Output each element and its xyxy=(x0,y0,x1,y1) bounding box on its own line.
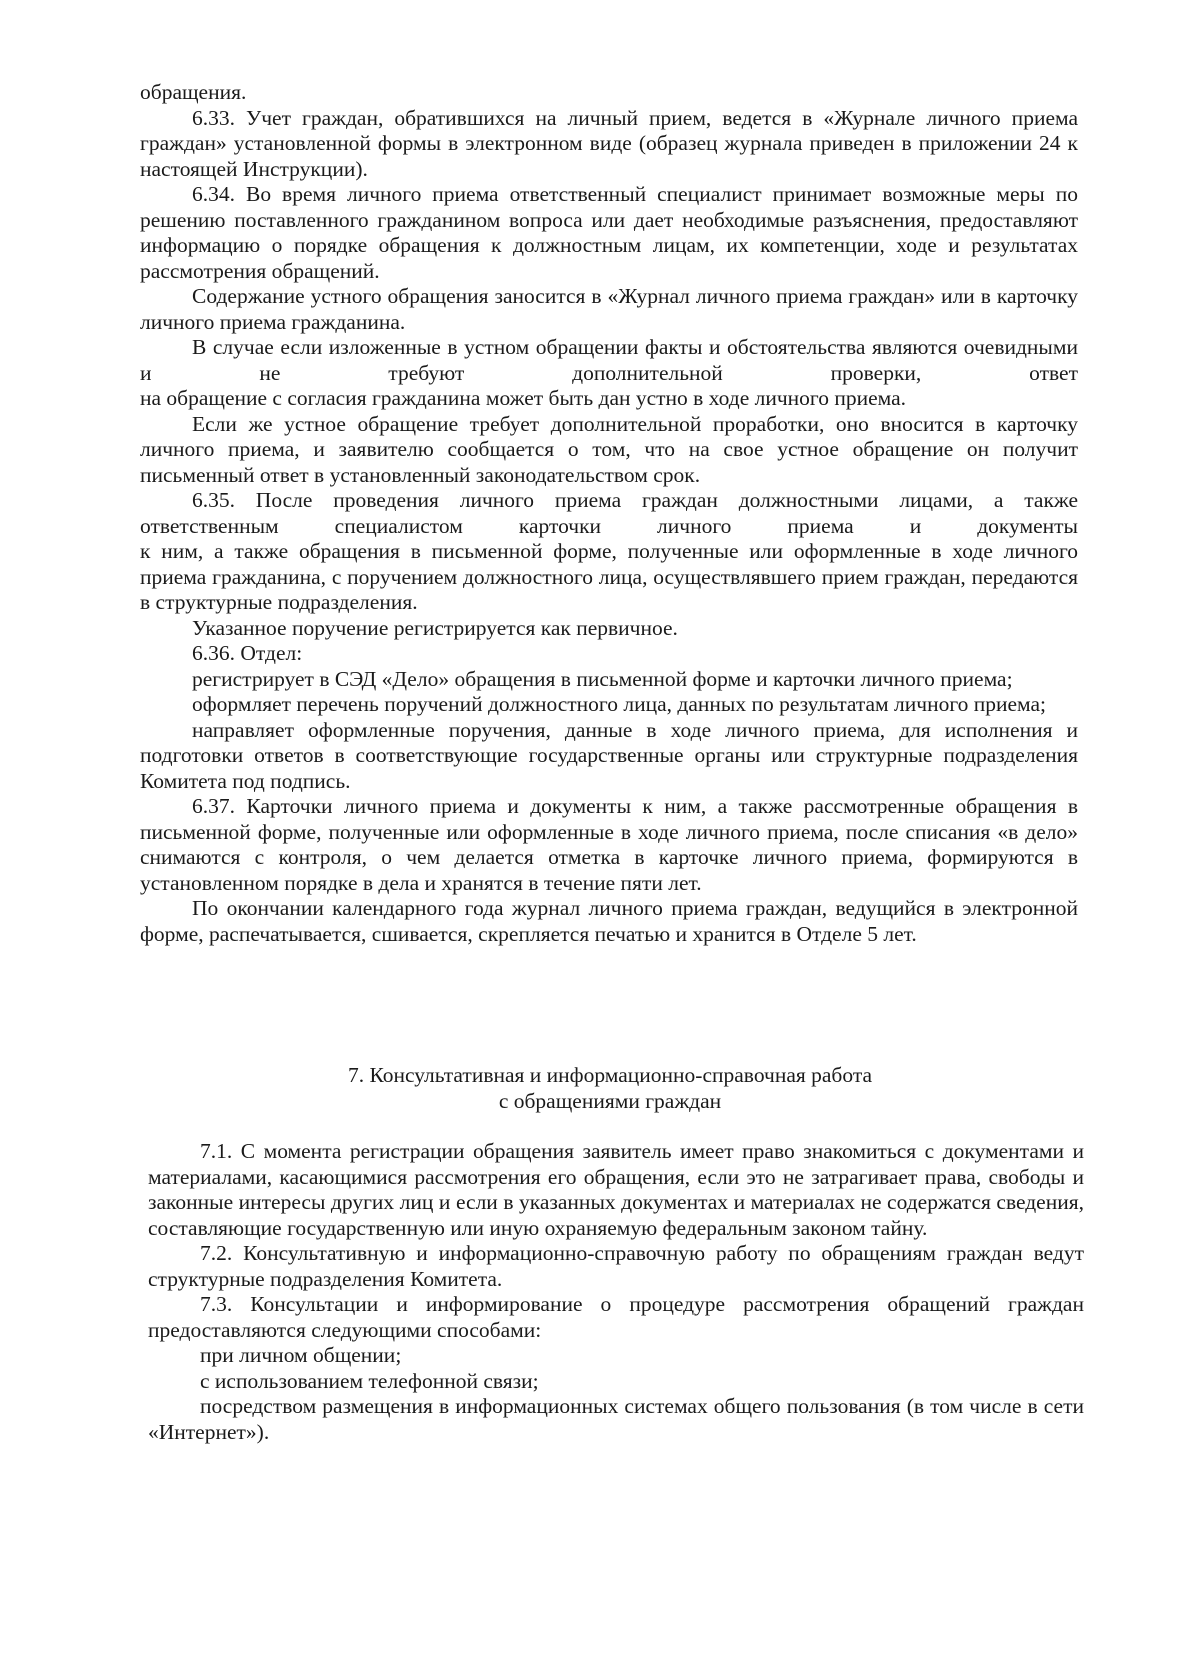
list-item: при личном общении; xyxy=(200,1343,402,1367)
list-item: регистрирует в СЭД «Дело» обращения в письменной форме и карточки личного приема; xyxy=(192,666,1013,691)
paragraph-6-34: 6.34. Во время личного приема ответственный специалист принимает возможные меры по решению поставленного гражданином вопроса или дает необходимые разъяснения, предоставляют информацию о порядке обращения к должностным лицам, их компетенции, ходе и результатах рассмотрения обращений. xyxy=(140,182,1078,283)
section-7-heading xyxy=(160,1063,1060,1114)
paragraph-6-35: 6.35. После проведения личного приема граждан должностными лицами, а также ответственным специалистом карточки личного приема и документы xyxy=(140,488,1078,538)
list-item: оформляет перечень поручений должностного лица, данных по результатам личного приема; xyxy=(192,692,1047,716)
list-item: направляет оформленные поручения, данные в ходе личного приема, для исполнения и подготовки ответов в соответствующие государственные органы или структурные подразделения Комитета под подпись. xyxy=(140,717,1078,793)
heading-line: 7. Консультативная и информационно-справочная работа xyxy=(347,1063,873,1087)
section-6-body xyxy=(140,80,1078,947)
paragraph: Указанное поручение регистрируется как первичное. xyxy=(192,615,678,640)
paragraph-7-1: 7.1. С момента регистрации обращения заявитель имеет право знакомиться с документами и материалами, касающимися рассмотрения его обращения, если это не затрагивает права, свободы и законные интересы других лиц и если в указанных документах и материалах не содержатся сведения, составляющие государственную или иную охраняемую федеральным законом тайну. xyxy=(148,1139,1084,1240)
paragraph: к ним, а также обращения в письменной форме, полученные или оформленные в ходе личного приема гражданина, с поручением должностного лица, осуществлявшего прием граждан, передаются в структурные подразделения. xyxy=(140,539,1078,614)
paragraph-6-33: 6.33. Учет граждан, обратившихся на личный прием, ведется в «Журнале личного приема граждан» установленной формы в электронном виде (образец журнала приведен в приложении 24 к настоящей Инструкции). xyxy=(140,105,1078,181)
paragraph-6-36: 6.36. Отдел: xyxy=(192,641,303,665)
list-item: с использованием телефонной связи; xyxy=(200,1368,539,1393)
list-item: посредством размещения в информационных системах общего пользования (в том числе в сети «Интернет»). xyxy=(148,1394,1084,1444)
paragraph: Если же устное обращение требует дополнительной проработки, оно вносится в карточку личного приема, и заявителю сообщается о том, что на свое устное обращение он получит письменный ответ в установленный законодательством срок. xyxy=(140,411,1078,487)
paragraph: Содержание устного обращения заносится в «Журнал личного приема граждан» или в карточку личного приема гражданина. xyxy=(140,284,1078,334)
paragraph-7-3: 7.3. Консультации и информирование о процедуре рассмотрения обращений граждан предоставляются следующими способами: xyxy=(148,1292,1084,1342)
paragraph: на обращение с согласия гражданина может быть дан устно в ходе личного приема. xyxy=(140,386,907,410)
section-7-body xyxy=(148,1139,1084,1445)
paragraph: обращения. xyxy=(140,80,247,104)
paragraph: По окончании календарного года журнал личного приема граждан, ведущийся в электронной форме, распечатывается, сшивается, скрепляется печатью и хранится в Отделе 5 лет. xyxy=(140,896,1078,946)
heading-line: с обращениями граждан xyxy=(498,1088,722,1113)
paragraph-7-2: 7.2. Консультативную и информационно-справочную работу по обращениям граждан ведут структурные подразделения Комитета. xyxy=(148,1241,1084,1291)
paragraph-6-37: 6.37. Карточки личного приема и документы к ним, а также рассмотренные обращения в письменной форме, полученные или оформленные в ходе личного приема, после списания «в дело» снимаются с контроля, о чем делается отметка в карточке личного приема, формируются в установленном порядке в дела и хранятся в течение пяти лет. xyxy=(140,794,1078,895)
paragraph: В случае если изложенные в устном обращении факты и обстоятельства являются очевидными и не требуют дополнительной проверки, ответ xyxy=(140,335,1078,385)
